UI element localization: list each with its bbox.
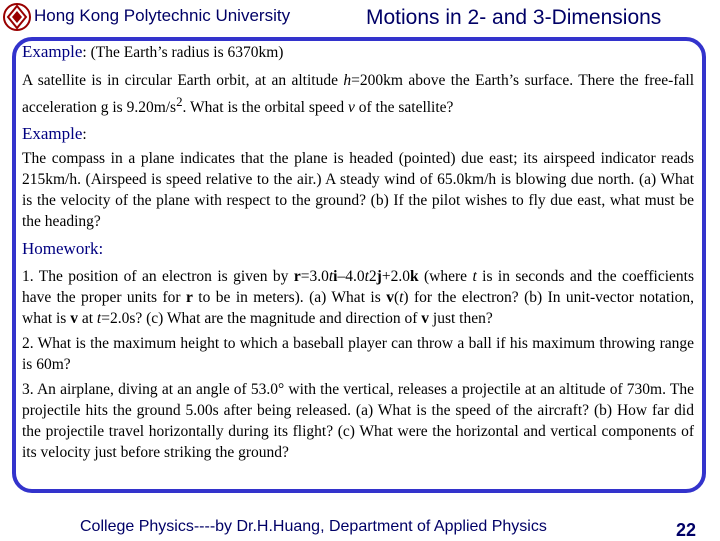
text-span: of the satellite? [354,99,454,117]
text-span: 1. The position of an electron is given by [22,268,294,286]
example1-label: Example [22,42,83,61]
vec-k: k [409,268,419,286]
example2-label: Example [22,124,83,144]
university-name: Hong Kong Polytechnic University [34,6,291,25]
text-span: ( [393,289,400,307]
example1-text [22,70,694,118]
polyu-logo-icon [2,2,32,32]
text-span: A satellite is in circular Earth orbit, at an altitude [22,72,344,89]
homework-label: Homework: [22,239,104,259]
footer-credit: College Physics----by Dr.H.Huang, Department of Applied Physics [80,518,547,535]
vec-v: v [70,310,78,328]
vec-v: v [421,310,430,328]
text-span: is in seconds and the coefficients have the proper units for [22,268,695,307]
homework-heading [22,238,694,260]
example2-heading [22,123,694,145]
vec-j: j [376,268,382,286]
slide-title: Motions in 2- and 3-Dimensions [366,6,662,29]
text-span: =200km above the Earth’s surface. There the free-fall acceleration g is 9.20m/s [22,72,694,117]
homework-q1 [22,266,694,329]
vec-r: r [185,289,193,307]
slide-content [22,41,694,463]
var-h: h [343,72,352,89]
example2-text: The compass in a plane indicates that the plane is headed (pointed) due east; its airspeed indicator reads 215km/h. (Airspeed is speed relative to the air.) A steady wind of 65.0km/h is blowing due north. (a) What is the velocity of the plane with respect to the ground? (b) If the pilot wishes to fly due east, what must be the heading? [22,150,694,231]
homework-q3: 3. An airplane, diving at an angle of 53.0° with the vertical, releases a projectile at an altitude of 730m. The projectile hits the ground 5.00s after being released. (a) What is the speed of the aircraft? (b) How far did the projectile travel horizontally during its flight? (c) What were the horizontal and vertical components of its velocity just before striking the ground? [22,381,694,462]
vec-i: i [333,268,338,286]
var-t: t [399,289,404,307]
homework-q2: 2. What is the maximum height to which a baseball player can throw a ball if his maximum throwing range is 60m? [22,335,694,374]
text-span: +2.0 [381,268,410,286]
vec-r: r [293,268,301,286]
text-span: at [77,310,97,328]
text-span: 2 [368,268,377,286]
example1-note: : (The Earth’s radius is 6370km) [82,44,284,61]
var-v: v [347,99,355,117]
text-span: (where [418,268,473,286]
var-t: t [364,268,369,286]
text-span: . What is the orbital speed [182,99,348,117]
text-span: –4.0 [337,268,365,286]
page-number: 22 [676,520,697,540]
text-span: =3.0 [300,268,329,286]
var-t: t [328,268,334,286]
colon: : [82,126,87,144]
text-span: ) for the electron? (b) In unit-vector notation, what is [22,289,695,328]
text-span: to be in meters). (a) What is [192,289,387,307]
text-span: just then? [429,310,493,328]
example1-heading [22,41,694,63]
var-t: t [472,268,477,286]
superscript: 2 [176,94,183,109]
var-t: t [96,310,102,328]
vec-v: v [386,289,394,307]
text-span: =2.0s? (c) What are the magnitude and direction of [101,310,422,328]
